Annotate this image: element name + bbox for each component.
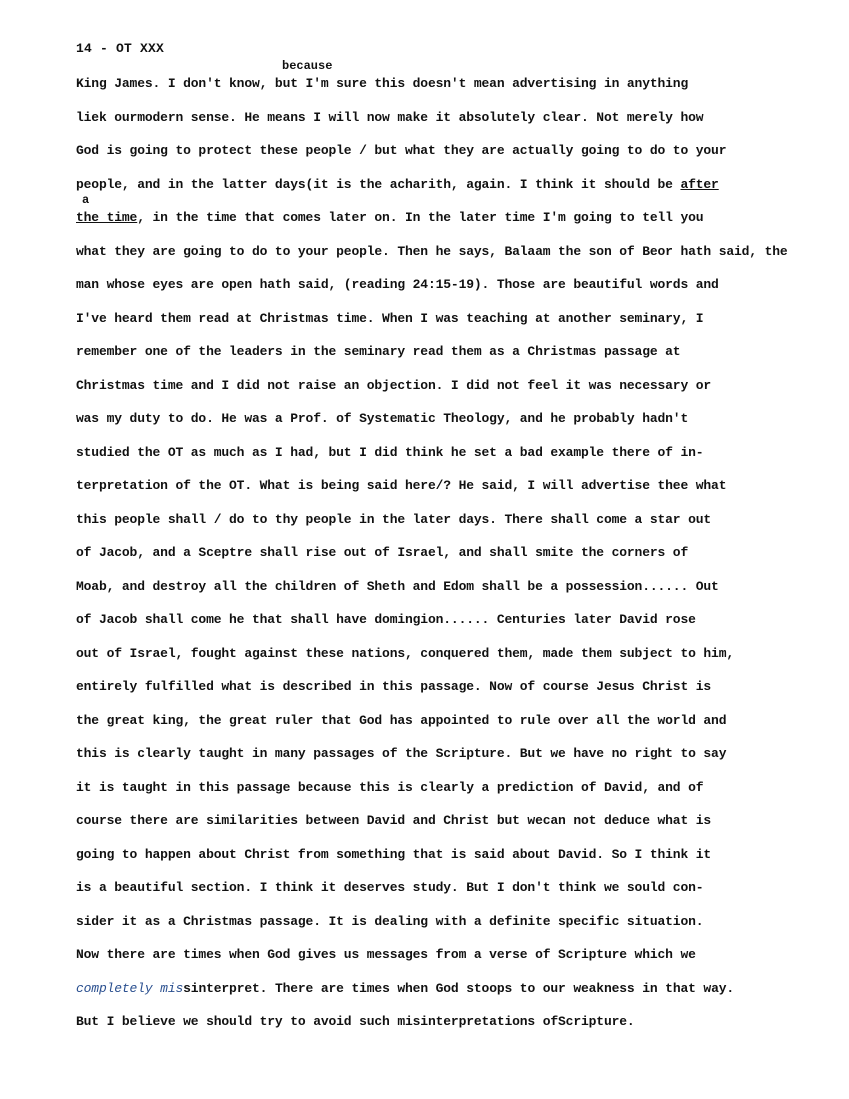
text-segment: this is clearly taught in many passages of the Scripture. But we have no right to say	[76, 746, 727, 761]
text-line	[76, 244, 788, 260]
text-line	[76, 579, 719, 595]
text-line	[76, 679, 711, 695]
text-line	[76, 780, 703, 796]
text-line	[76, 143, 726, 159]
text-line	[76, 76, 688, 92]
text-line	[76, 746, 726, 762]
text-segment: Christmas time and I did not raise an objection. I did not feel it was necessary or	[76, 377, 712, 393]
text-line	[76, 177, 719, 193]
text-segment: But I believe we should try to avoid such misinterpretations ofScripture.	[76, 1014, 635, 1029]
text-line	[76, 411, 688, 427]
text-segment: after	[680, 176, 719, 192]
text-line	[76, 847, 711, 863]
text-segment: going to happen about Christ from something that is said about David. So I think it	[76, 846, 712, 862]
text-segment: was my duty to do. He was a Prof. of Systematic Theology, and he probably hadn't	[76, 411, 689, 426]
text-segment: sider it as a Christmas passage. It is dealing with a definite specific situation.	[76, 913, 704, 929]
text-line	[76, 545, 688, 561]
text-segment: course there are similarities between David and Christ but wecan not deduce what is	[76, 813, 712, 828]
text-line	[76, 914, 703, 930]
text-segment: I've heard them read at Christmas time. When I was teaching at another seminary, I	[76, 310, 704, 326]
text-line	[76, 478, 726, 494]
handwritten-insertion-because: because	[282, 59, 333, 73]
text-segment: of Jacob, and a Sceptre shall rise out of Israel, and shall smite the corners of	[76, 545, 689, 560]
text-line	[76, 612, 696, 628]
text-line	[76, 445, 703, 461]
text-segment: entirely fulfilled what is described in this passage. Now of course Jesus Christ is	[76, 679, 712, 694]
text-segment: the great king, the great ruler that God has appointed to rule over all the world and	[76, 712, 727, 728]
text-segment: is a beautiful section. I think it deserves study. But I don't think we sould con-	[76, 880, 704, 895]
text-segment: studied the OT as much as I had, but I did think he set a bad example there of in-	[76, 444, 704, 460]
text-line	[76, 277, 719, 293]
text-segment: this people shall / do to thy people in the later days. There shall come a star out	[76, 511, 712, 527]
text-line	[76, 981, 734, 997]
text-line	[76, 378, 711, 394]
text-segment: Now there are times when God gives us messages from a verse of Scripture which we	[76, 947, 696, 962]
text-segment: completely	[76, 980, 161, 996]
text-line	[76, 880, 703, 896]
text-segment: liek ourmodern sense. He means I will now make it absolutely clear. Not merely how	[76, 109, 704, 125]
text-segment: out of Israel, fought against these nations, conquered them, made them subject to him,	[76, 645, 735, 661]
text-segment: sinterpret. There are times when God stoops to our weakness in that way.	[183, 980, 735, 996]
text-line	[76, 311, 703, 327]
text-segment: the time	[76, 210, 138, 225]
text-segment: God is going to protect these people / but what they are actually going to do to your	[76, 143, 727, 158]
text-segment: remember one of the leaders in the seminary read them as a Christmas passage at	[76, 344, 681, 359]
text-segment: terpretation of the OT. What is being said here/? He said, I will advertise thee what	[76, 478, 727, 493]
text-segment: mis	[160, 980, 184, 996]
text-segment: people, and in the latter days(it is the acharith, again. I think it should be	[76, 176, 681, 192]
text-segment: , in the time that comes later on. In the later time I'm going to tell you	[137, 210, 704, 225]
text-segment: Moab, and destroy all the children of Sheth and Edom shall be a possession...... Out	[76, 578, 719, 594]
page-header: 14 - OT XXX	[76, 41, 165, 56]
text-line	[76, 512, 711, 528]
text-line	[76, 210, 703, 226]
text-line	[76, 646, 734, 662]
text-line	[76, 813, 711, 829]
text-line	[76, 713, 726, 729]
text-line	[76, 110, 703, 126]
text-segment: it is taught in this passage because this is clearly a prediction of David, and of	[76, 779, 704, 795]
handwritten-insertion-a: a	[82, 193, 90, 207]
text-line	[76, 947, 696, 963]
text-segment: of Jacob shall come he that shall have domingion...... Centuries later David rose	[76, 612, 696, 627]
text-segment: man whose eyes are open hath said, (reading 24:15-19). Those are beautiful words and	[76, 277, 719, 292]
text-segment: what they are going to do to your people. Then he says, Balaam the son of Beor hath said, the	[76, 243, 788, 259]
text-line	[76, 344, 680, 360]
text-line	[76, 1014, 635, 1030]
text-segment: King James. I don't know, but I'm sure this doesn't mean advertising in anything	[76, 76, 689, 91]
